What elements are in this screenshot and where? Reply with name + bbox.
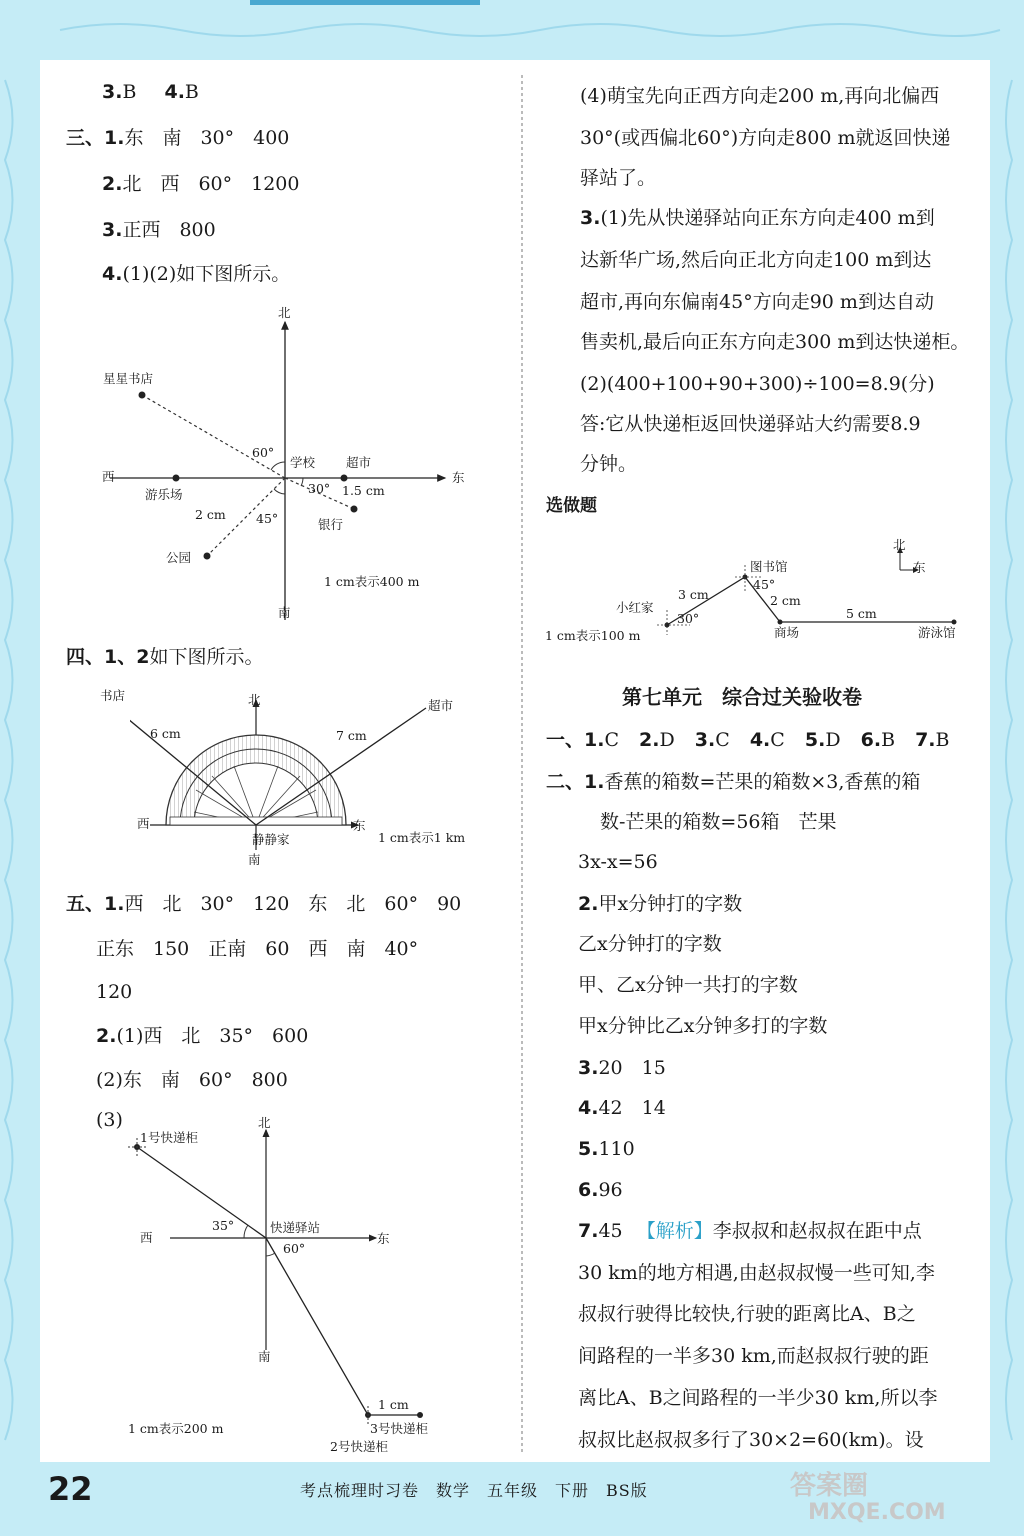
east-label: 东 bbox=[377, 1231, 390, 1246]
answer-line: 120 bbox=[96, 981, 133, 1003]
q-num: 7. bbox=[915, 729, 936, 751]
park-label: 游乐场 bbox=[145, 487, 183, 502]
section-2-item-3 bbox=[578, 1056, 666, 1080]
angle-label: 60° bbox=[283, 1241, 306, 1256]
east-label: 东 bbox=[913, 560, 926, 575]
analysis-tag: 【解析】 bbox=[636, 1220, 713, 1242]
q-num: 2. bbox=[578, 893, 599, 915]
distance-label: 2 cm bbox=[195, 507, 226, 522]
q-num: 6. bbox=[860, 729, 882, 751]
answer: 20 15 bbox=[598, 1057, 666, 1079]
answer: 北 西 60° 1200 bbox=[122, 173, 300, 195]
text-line: 离比A、B之间路程的一半少30 km,所以李 bbox=[578, 1387, 938, 1409]
locker2-label: 2号快递柜 bbox=[330, 1439, 388, 1454]
library-label: 图书馆 bbox=[750, 559, 788, 574]
text-line: 叔叔比赵叔叔多行了30×2=60(km)。设 bbox=[578, 1429, 924, 1451]
answer: B bbox=[184, 81, 199, 103]
east-label: 东 bbox=[452, 470, 465, 485]
south-label: 南 bbox=[258, 1349, 271, 1364]
q-num: 3. bbox=[578, 1057, 599, 1079]
section-2-item-6 bbox=[578, 1178, 623, 1202]
answer: 东 南 30° 400 bbox=[124, 127, 290, 149]
answer-line: 正东 150 正南 60 西 南 40° bbox=[96, 938, 419, 960]
east-label: 东 bbox=[353, 818, 366, 833]
north-label: 北 bbox=[258, 1115, 271, 1130]
answer: D bbox=[825, 729, 841, 751]
text-line: 分钟。 bbox=[580, 453, 638, 475]
angle-label: 60° bbox=[252, 445, 275, 460]
unit-title: 第七单元 综合过关验收卷 bbox=[622, 685, 862, 709]
locker3-label: 3号快递柜 bbox=[370, 1421, 428, 1436]
answer: 42 14 bbox=[598, 1097, 666, 1119]
section-heading: 五、1. bbox=[66, 893, 125, 915]
text-line: 驿站了。 bbox=[580, 167, 657, 189]
answer: 45 bbox=[598, 1220, 623, 1242]
text-line: 达新华广场,然后向正北方向走100 m到达 bbox=[580, 249, 932, 271]
text-line: 30 km的地方相遇,由赵叔叔慢一些可知,李 bbox=[578, 1262, 935, 1284]
distance-label: 1.5 cm bbox=[342, 483, 385, 498]
answer: (1)西 北 35° 600 bbox=[116, 1025, 309, 1047]
west-label: 西 bbox=[140, 1230, 153, 1245]
text-line: (2)(400+100+90+300)÷100=8.9(分) bbox=[580, 373, 935, 395]
text-line: (4)萌宝先向正西方向走200 m,再向北偏西 bbox=[580, 85, 940, 107]
section-3-item-4 bbox=[102, 262, 290, 286]
scale-label: 1 cm表示200 m bbox=[128, 1421, 224, 1436]
market-label: 超市 bbox=[346, 455, 372, 470]
pool-label: 游泳馆 bbox=[918, 625, 956, 640]
section-heading: 三、1. bbox=[66, 127, 125, 149]
answer-line-3-4 bbox=[102, 80, 199, 104]
angle-label: 30° bbox=[677, 611, 700, 626]
answer: (1)(2)如下图所示。 bbox=[122, 263, 291, 285]
scale-label: 1 cm表示400 m bbox=[324, 574, 420, 589]
watermark-url: MXQE.COM bbox=[808, 1500, 946, 1525]
answer: 西 北 30° 120 东 北 60° 90 bbox=[124, 893, 462, 915]
home-label: 静静家 bbox=[252, 832, 290, 847]
distance-label: 3 cm bbox=[678, 587, 709, 602]
footer-text: 考点梳理时习卷 数学 五年级 下册 BS版 bbox=[300, 1481, 648, 1500]
angle-label: 30° bbox=[308, 481, 331, 496]
text-line: 超市,再向东偏南45°方向走90 m到达自动 bbox=[580, 291, 934, 313]
answer: D bbox=[659, 729, 675, 751]
answer: (1)先从快递驿站向正东方向走400 m到 bbox=[600, 207, 935, 229]
q-num: 2. bbox=[639, 729, 660, 751]
section-2-item-1 bbox=[546, 770, 920, 794]
north-label: 北 bbox=[248, 692, 261, 707]
q-num: 6. bbox=[578, 1179, 599, 1201]
answer: 李叔叔和赵叔叔在距中点 bbox=[712, 1220, 922, 1242]
watermark-logo: 答案圈 bbox=[790, 1471, 869, 1501]
distance-label: 6 cm bbox=[150, 726, 181, 741]
text-line: 间路程的一半多30 km,而赵叔叔行驶的距 bbox=[578, 1345, 929, 1367]
distance-label: 7 cm bbox=[336, 728, 367, 743]
south-label: 南 bbox=[248, 852, 261, 867]
equation: 3x-x=56 bbox=[578, 851, 658, 873]
section-2-item-2 bbox=[578, 892, 742, 916]
garden-label: 公园 bbox=[166, 550, 192, 565]
q-num: 5. bbox=[578, 1138, 599, 1160]
text-line: 售卖机,最后向正东方向走300 m到达快递柜。 bbox=[580, 331, 970, 353]
bookstore-label: 星星书店 bbox=[103, 371, 154, 386]
q-num: 4. bbox=[164, 81, 185, 103]
answer: C bbox=[715, 729, 730, 751]
bookstore-label: 书店 bbox=[100, 688, 126, 703]
section-5-item-1 bbox=[66, 892, 461, 916]
bank-label: 银行 bbox=[318, 517, 344, 532]
answer-line: (3) bbox=[96, 1109, 123, 1131]
section-3-item-1 bbox=[66, 126, 289, 150]
q-num: 2. bbox=[102, 173, 123, 195]
answer: B bbox=[935, 729, 950, 751]
q-num: 3. bbox=[102, 81, 123, 103]
answer: B bbox=[122, 81, 137, 103]
optional-heading: 选做题 bbox=[546, 496, 597, 516]
q-num: 4. bbox=[102, 263, 123, 285]
section-5-item-2 bbox=[96, 1024, 308, 1048]
answer: 如下图所示。 bbox=[149, 646, 264, 668]
station-label: 快递驿站 bbox=[270, 1220, 321, 1235]
mall-label: 商场 bbox=[774, 625, 800, 640]
angle-label: 45° bbox=[753, 577, 776, 592]
text-line: 答:它从快递柜返回快递驿站大约需要8.9 bbox=[580, 413, 921, 435]
section-2-item-5 bbox=[578, 1137, 635, 1161]
answer: B bbox=[881, 729, 896, 751]
school-label: 学校 bbox=[290, 455, 316, 470]
item-3 bbox=[580, 206, 935, 230]
answer: 甲x分钟打的字数 bbox=[598, 893, 743, 915]
q-num: 5. bbox=[804, 729, 826, 751]
distance-label: 1 cm bbox=[378, 1397, 409, 1412]
angle-label: 45° bbox=[256, 511, 279, 526]
direction-diagram-3 bbox=[120, 1110, 480, 1450]
answer: C bbox=[770, 729, 785, 751]
answer: 香蕉的箱数=芒果的箱数×3,香蕉的箱 bbox=[604, 771, 921, 793]
section-1-answers bbox=[546, 728, 950, 752]
scale-label: 1 cm表示1 km bbox=[378, 830, 466, 845]
text-line: 叔叔行驶得比较快,行驶的距离比A、B之 bbox=[578, 1303, 916, 1325]
q-num: 4. bbox=[749, 729, 771, 751]
text-line: 乙x分钟打的字数 bbox=[578, 933, 722, 955]
north-label: 北 bbox=[893, 537, 906, 552]
answer-line: (2)东 南 60° 800 bbox=[96, 1069, 288, 1091]
section-2-item-7 bbox=[578, 1219, 922, 1243]
q-num: 7. bbox=[578, 1220, 599, 1242]
section-2-item-4 bbox=[578, 1096, 666, 1120]
distance-label: 2 cm bbox=[770, 593, 801, 608]
angle-label: 35° bbox=[212, 1218, 235, 1233]
q-num: 4. bbox=[578, 1097, 599, 1119]
q-num: 3. bbox=[102, 219, 123, 241]
page-number: 22 bbox=[48, 1470, 93, 1508]
text-line: 数-芒果的箱数=56箱 芒果 bbox=[600, 811, 837, 833]
west-label: 西 bbox=[102, 469, 115, 484]
section-heading: 一、1. bbox=[546, 729, 605, 751]
q-num: 3. bbox=[580, 207, 601, 229]
south-label: 南 bbox=[278, 605, 291, 620]
answer: C bbox=[604, 729, 619, 751]
locker1-label: 1号快递柜 bbox=[140, 1130, 198, 1145]
section-heading: 二、1. bbox=[546, 771, 605, 793]
answer: 正西 800 bbox=[122, 219, 216, 241]
distance-label: 5 cm bbox=[846, 606, 877, 621]
west-label: 西 bbox=[137, 816, 150, 831]
q-num: 2. bbox=[96, 1025, 117, 1047]
text-line: 甲、乙x分钟一共打的字数 bbox=[578, 974, 798, 996]
scale-label: 1 cm表示100 m bbox=[545, 628, 641, 643]
market-label: 超市 bbox=[428, 698, 454, 713]
home-label: 小红家 bbox=[616, 600, 654, 615]
q-num: 3. bbox=[694, 729, 716, 751]
section-heading: 四、1、2 bbox=[66, 646, 150, 668]
text-line: 甲x分钟比乙x分钟多打的字数 bbox=[578, 1015, 828, 1037]
north-label: 北 bbox=[278, 305, 291, 320]
section-3-item-2 bbox=[102, 172, 299, 196]
text-line: 30°(或西偏北60°)方向走800 m就返回快递 bbox=[580, 127, 951, 149]
answer: 110 bbox=[598, 1138, 635, 1160]
answer: 96 bbox=[598, 1179, 623, 1201]
section-4 bbox=[66, 645, 263, 669]
section-3-item-3 bbox=[102, 218, 216, 242]
